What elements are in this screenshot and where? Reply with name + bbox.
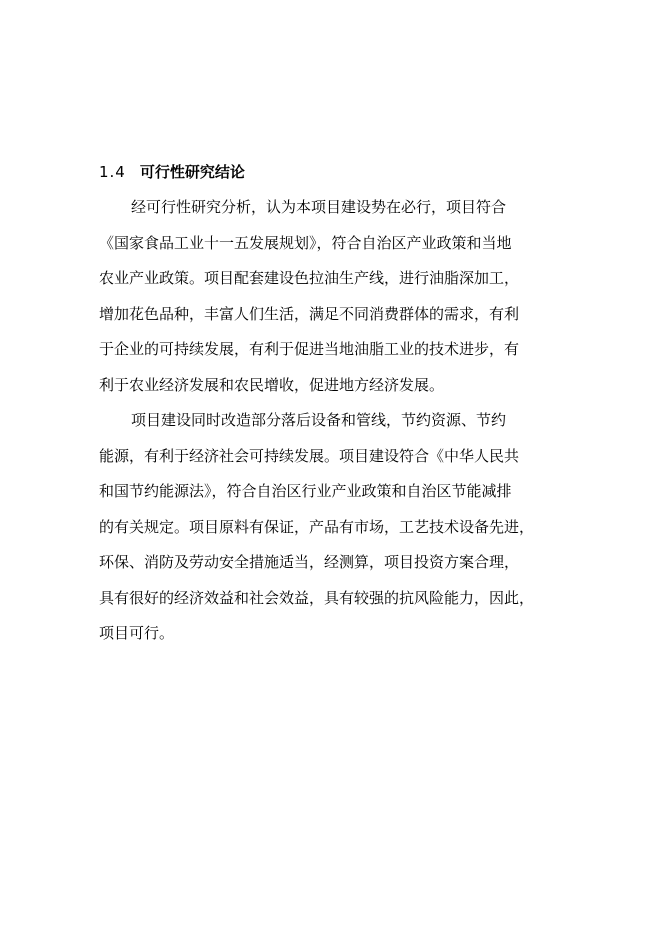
paragraph-1-line-4: 增加花色品种，丰富人们生活，满足不同消费群体的需求，有利 [99,305,520,323]
section-heading [99,162,245,182]
paragraph-2-line-6: 具有很好的经济效益和社会效益，具有较强的抗风险能力，因此， [99,589,535,607]
paragraph-1-line-6: 利于农业经济发展和农民增收，促进地方经济发展。 [99,376,445,394]
paragraph-2-line-1: 项目建设同时改造部分落后设备和管线，节约资源、节约 [131,411,507,429]
paragraph-2-line-5: 环保、消防及劳动安全措施适当，经测算，项目投资方案合理， [99,553,520,571]
section-number: 1.4 [99,163,126,181]
paragraph-1-line-5: 于企业的可持续发展，有利于促进当地油脂工业的技术进步，有 [99,340,520,358]
paragraph-2-line-2: 能源，有利于经济社会可持续发展。项目建设符合《中华人民共 [99,447,520,465]
paragraph-1-line-2: 《国家食品工业十一五发展规划》，符合自治区产业政策和当地 [99,234,512,252]
paragraph-1-line-3: 农业产业政策。项目配套建设色拉油生产线，进行油脂深加工， [99,269,520,287]
paragraph-2-line-3: 和国节约能源法》，符合自治区行业产业政策和自治区节能减排 [99,482,512,500]
section-title: 可行性研究结论 [139,163,245,181]
paragraph-2-line-7: 项目可行。 [99,624,175,642]
paragraph-1-line-1: 经可行性研究分析，认为本项目建设势在必行，项目符合 [131,198,507,216]
paragraph-2-line-4: 的有关规定。项目原料有保证，产品有市场，工艺技术设备先进， [99,518,535,536]
